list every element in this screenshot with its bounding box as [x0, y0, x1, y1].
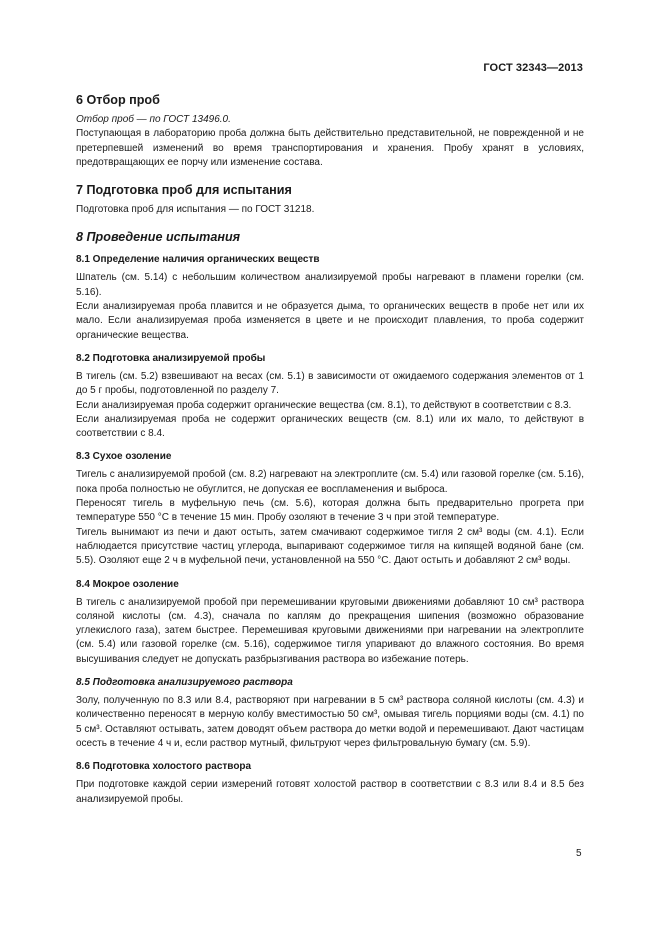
page-content	[76, 93, 584, 807]
subsection-8-2-paragraph: Если анализируемая проба содержит органические вещества (см. 8.1), то действуют в соответствии с 8.3.	[76, 399, 572, 411]
section-8-title: 8 Проведение испытания	[76, 230, 241, 245]
section-6-title: 6 Отбор проб	[76, 93, 160, 107]
subsection-8-2-paragraph: Если анализируемая проба не содержит органических веществ (см. 8.1) или их мало, то действуют в соответствии с 8.4.	[76, 413, 584, 440]
subsection-8-1-paragraph: Если анализируемая проба плавится и не образуется дыма, то органических веществ в пробе нет или их мало. Если анализируемая проба изменяется в цвете и не происходит плавления, то проба содержит органические вещества.	[76, 301, 584, 341]
subsection-8-6-title: 8.6 Подготовка холостого раствора	[76, 761, 252, 773]
subsection-8-3-paragraph: Переносят тигель в муфельную печь (см. 5.6), которая должна быть предварительно прогрета при температуре 550 °С в течение 15 мин. Пробу озоляют в течение 3 ч при этой температуре.	[76, 498, 584, 524]
subsection-8-5-title: 8.5 Подготовка анализируемого раствора	[76, 677, 293, 689]
subsection-8-2-title: 8.2 Подготовка анализируемой пробы	[76, 352, 266, 364]
subsection-8-2-paragraph: В тигель (см. 5.2) взвешивают на весах (см. 5.1) в зависимости от ожидаемого содержания элементов от 1 до 5 г пробы, подготовленной по разделу 7.	[76, 370, 584, 397]
subsection-8-3-title: 8.3 Сухое озоление	[76, 451, 172, 463]
document-header: ГОСТ 32343—2013	[483, 62, 583, 74]
section-7-paragraph: Подготовка проб для испытания — по ГОСТ 31218.	[76, 204, 315, 216]
subsection-8-5-paragraph: Золу, полученную по 8.3 или 8.4, растворяют при нагревании в 5 см³ раствора соляной кислоты (см. 4.3) и количественно переносят в мерную колбу вместимостью 50 см³, омывая тигель порциями воды (см. 4.1) по 5 см³. Оставляют остывать, затем доводят объем раствора до метки водой и перемешивают. Дают частицам осесть в течение 4 ч и, если раствор мутный, фильтруют через фильтровальную бумагу (см. 5.9).	[76, 695, 584, 749]
subsection-8-3-paragraph: Тигель с анализируемой пробой (см. 8.2) нагревают на электроплите (см. 5.4) или газовой горелке (см. 5.16), пока проба полностью не обуглится, не допуская ее воспламенения и выброса.	[76, 469, 585, 495]
section-6-paragraph: Поступающая в лабораторию проба должна быть действительно представительной, не поврежденной и не претерпевшей изменений во время транспортирования и хранения. Пробу хранят в условиях, предотвращающих ее порчу или изменение состава.	[76, 128, 584, 168]
section-7-title: 7 Подготовка проб для испытания	[76, 183, 292, 198]
subsection-8-1-paragraph: Шпатель (см. 5.14) с небольшим количеством анализируемой пробы нагревают в пламени горелки (см. 5.16).	[76, 272, 584, 298]
section-6-paragraph: Отбор проб — по ГОСТ 13496.0.	[76, 114, 231, 125]
subsection-8-4-paragraph: В тигель с анализируемой пробой при перемешивании круговыми движениями добавляют 10 см³ раствора соляной кислоты (см. 4.3), сначала по каплям до прекращения шипения (возможно образование углекислого газа), затем быстрее. Перемешивая круговыми движениями при нагревании на электроплите (см. 5.4) или газовой горелке (см. 5.16), содержимое тигля упаривают до влажного состояния. Во время высушивания следует не допускать разбрызгивания раствора во избежание потерь.	[76, 596, 584, 665]
subsection-8-3-paragraph: Тигель вынимают из печи и дают остыть, затем смачивают содержимое тигля 2 см³ воды (см. 4.1). Если наблюдается присутствие частиц углерода, выпаривают содержимое тигля на кипящей водяной бане (см. 5.5). Озоляют еще 2 ч в муфельной печи, установленной на 550 °С. Дают остыть и добавляют 2 см³ воды.	[76, 526, 584, 567]
subsection-8-1-title: 8.1 Определение наличия органических веществ	[76, 254, 320, 266]
subsection-8-6-paragraph: При подготовке каждой серии измерений готовят холостой раствор в соответствии с 8.3 или 8.4 и 8.5 без анализируемой пробы.	[76, 779, 584, 805]
page-number: 5	[576, 848, 582, 859]
subsection-8-4-title: 8.4 Мокрое озоление	[76, 578, 179, 590]
